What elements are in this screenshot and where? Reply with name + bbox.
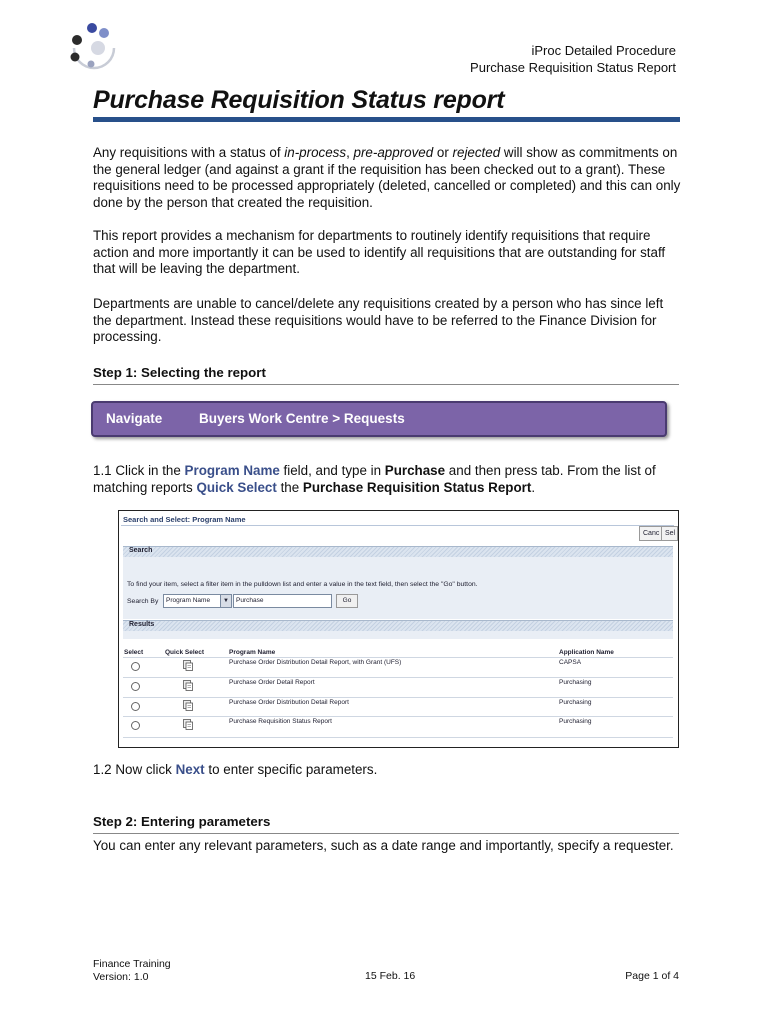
- navigate-label: Navigate: [106, 411, 163, 426]
- application-name-cell: CAPSA: [559, 659, 582, 666]
- search-region: [123, 557, 673, 619]
- instr-text: field, and type in: [279, 463, 385, 478]
- select-radio[interactable]: [131, 721, 140, 730]
- program-name-cell: Purchase Order Distribution Detail Report, with Grant (UFS): [229, 659, 402, 666]
- header-line-2: Purchase Requisition Status Report: [470, 60, 676, 75]
- go-button[interactable]: Go: [336, 594, 358, 608]
- step-2-text: You can enter any relevant parameters, such as a date range and importantly, specify a requester.: [93, 838, 674, 853]
- search-section-label: Search: [129, 547, 153, 554]
- navigate-box: [91, 401, 667, 437]
- footer-page: Page 1 of 4: [625, 970, 679, 982]
- instr-text: and then press tab. From the list of matching reports: [93, 463, 656, 495]
- navigate-path: Buyers Work Centre > Requests: [199, 411, 405, 426]
- step-1-heading: Step 1: Selecting the report: [93, 365, 679, 385]
- report-name-ref: Purchase Requisition Status Report: [302, 479, 532, 495]
- results-spacer: [123, 631, 673, 639]
- status-pre-approved: pre-approved: [353, 145, 434, 160]
- step-1-2-instruction: [93, 762, 683, 779]
- select-radio[interactable]: [131, 682, 140, 691]
- search-by-label: Search By: [127, 598, 159, 605]
- footer-date: 15 Feb. 16: [365, 970, 416, 982]
- results-section-label: Results: [129, 621, 155, 628]
- purchase-ref: Purchase: [384, 463, 446, 478]
- company-logo: [64, 18, 120, 74]
- application-name-cell: Purchasing: [559, 718, 592, 725]
- instr-text: to enter specific parameters.: [204, 762, 378, 777]
- step-2-heading: Step 2: Entering parameters: [93, 814, 679, 834]
- quick-select-icon[interactable]: [183, 680, 193, 691]
- results-section-bar: [123, 620, 673, 631]
- select-button[interactable]: Sel: [661, 526, 678, 541]
- program-name-cell: Purchase Requisition Status Report: [229, 718, 332, 725]
- intro-paragraph-1: [93, 145, 683, 211]
- instr-text: 1.1 Click in the: [93, 463, 185, 478]
- table-bottom-border: [123, 737, 673, 738]
- step-1-1-instruction: [93, 463, 683, 496]
- footer-left: [93, 958, 171, 983]
- search-text-input[interactable]: Purchase: [233, 594, 332, 608]
- quick-select-icon[interactable]: [183, 660, 193, 671]
- quick-select-icon[interactable]: [183, 719, 193, 730]
- table-row[interactable]: [123, 657, 673, 676]
- select-radio[interactable]: [131, 662, 140, 671]
- col-select: Select: [124, 649, 144, 656]
- program-name-cell: Purchase Order Detail Report: [229, 679, 315, 686]
- quick-select-icon[interactable]: [183, 700, 193, 711]
- screenshot-title: Search and Select: Program Name: [123, 515, 246, 524]
- table-row[interactable]: [123, 697, 673, 716]
- col-quick-select: Quick Select: [165, 649, 205, 656]
- application-name-cell: Purchasing: [559, 699, 592, 706]
- intro-text: or: [433, 145, 453, 160]
- search-by-select[interactable]: [163, 594, 232, 608]
- footer-version: Version: 1.0: [93, 970, 149, 983]
- application-name-cell: Purchasing: [559, 679, 592, 686]
- intro-text: will show as commitments on the general ledger (and against a grant if the requisition has been checked out to a grant). These requisitions need to be processed appropriately (deleted, cancelled or completed) and this can only done by the person that created the requisition.: [93, 145, 681, 210]
- intro-text: Any requisitions with a status of: [93, 145, 285, 160]
- search-hint: To find your item, select a filter item in the pulldown list and enter a value in the text field, then select the "Go" button.: [127, 581, 478, 588]
- col-program-name: Program Name: [229, 649, 276, 656]
- title-divider: [121, 525, 674, 526]
- intro-paragraph-2: This report provides a mechanism for departments to routinely identify requisitions that require action and more importantly it can be used to identify all requisitions that are outstanding for staff that will be leaving the department.: [93, 228, 666, 277]
- header-line-1: iProc Detailed Procedure: [531, 43, 676, 58]
- search-select-screenshot: [118, 510, 679, 748]
- cancel-button[interactable]: Canc: [639, 526, 665, 541]
- intro-text: ,: [346, 145, 354, 160]
- instr-text: 1.2 Now click: [93, 762, 176, 777]
- instr-text: the: [276, 479, 303, 495]
- footer-org: Finance Training: [93, 958, 171, 970]
- col-application-name: Application Name: [559, 649, 614, 656]
- instr-text: .: [531, 479, 536, 495]
- quick-select-ref: Quick Select: [196, 479, 277, 495]
- status-rejected: rejected: [452, 145, 501, 160]
- select-radio[interactable]: [131, 702, 140, 711]
- title-underline: [93, 117, 680, 122]
- table-row[interactable]: [123, 716, 673, 735]
- document-header: [470, 42, 676, 76]
- program-name-cell: Purchase Order Distribution Detail Report: [229, 699, 349, 706]
- table-row[interactable]: [123, 677, 673, 696]
- status-in-process: in-process: [284, 145, 347, 160]
- intro-paragraph-3: Departments are unable to cancel/delete any requisitions created by a person who has since left the department. Instead these requisitions would have to be referred to the Finance Division for processing.: [93, 296, 664, 345]
- search-by-value: Program Name: [166, 597, 211, 604]
- chevron-down-icon[interactable]: ▼: [220, 595, 231, 607]
- search-section-bar: [123, 546, 673, 557]
- program-name-ref: Program Name: [184, 463, 280, 478]
- page-title: Purchase Requisition Status report: [93, 86, 505, 114]
- next-ref: Next: [175, 762, 205, 777]
